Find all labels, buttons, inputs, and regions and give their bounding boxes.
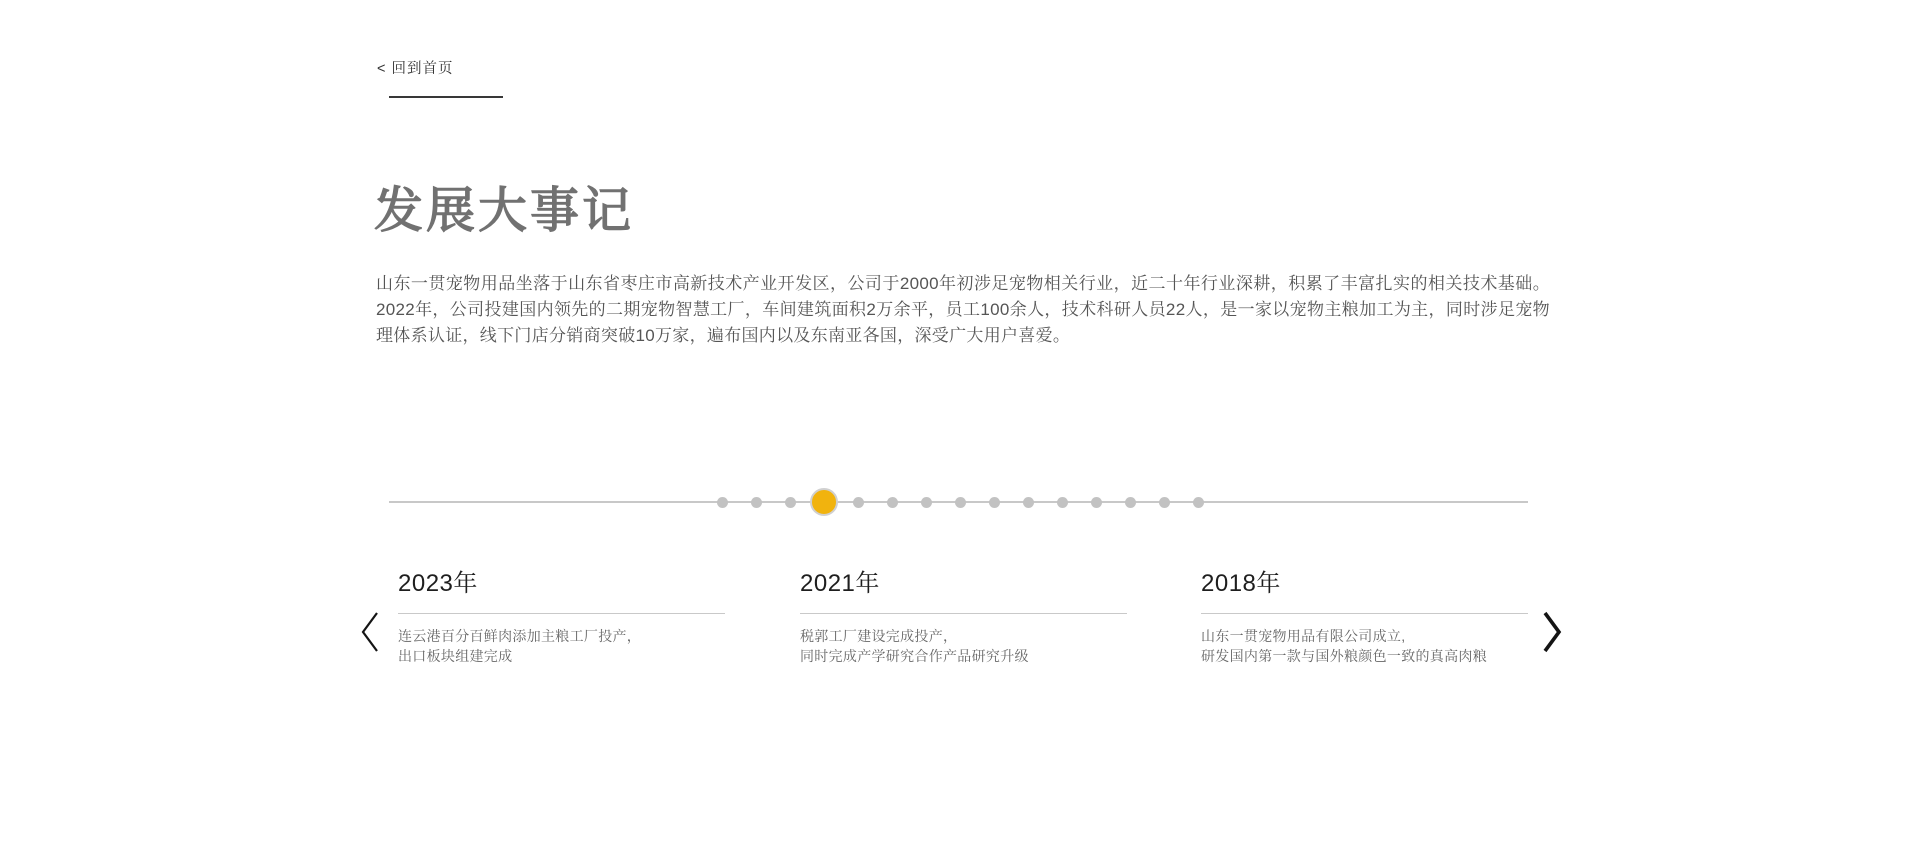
milestone-description-line: 山东一贯宠物用品有限公司成立, bbox=[1201, 628, 1406, 644]
card-divider bbox=[398, 613, 725, 614]
card-divider bbox=[1201, 613, 1528, 614]
milestone-description-line: 出口板块组建完成 bbox=[398, 647, 513, 664]
milestone-year: 2018年 bbox=[1201, 570, 1281, 597]
page-title: 发展大事记 bbox=[374, 183, 635, 238]
timeline-dot[interactable] bbox=[955, 497, 966, 508]
milestone-description bbox=[1201, 627, 1528, 666]
back-to-home-link[interactable]: < 回到首页 bbox=[377, 61, 454, 77]
milestone-description-line: 研发国内第一款与国外粮颜色一致的真高肉粮 bbox=[1201, 647, 1487, 664]
milestone-description bbox=[398, 627, 725, 666]
milestone-description bbox=[800, 627, 1127, 666]
milestone-description-line: 同时完成产学研究合作产品研究升级 bbox=[800, 647, 1029, 664]
timeline-dot[interactable] bbox=[853, 497, 864, 508]
timeline-dot[interactable] bbox=[1125, 497, 1136, 508]
timeline-dot[interactable] bbox=[989, 497, 1000, 508]
timeline-dot[interactable] bbox=[785, 497, 796, 508]
next-arrow-button[interactable] bbox=[1538, 610, 1564, 654]
timeline-dot[interactable] bbox=[751, 497, 762, 508]
milestone-description-line: 连云港百分百鲜肉添加主粮工厂投产， bbox=[398, 628, 642, 644]
milestone-year: 2023年 bbox=[398, 570, 478, 597]
milestone-year: 2021年 bbox=[800, 570, 880, 597]
timeline-dot[interactable] bbox=[1091, 497, 1102, 508]
timeline-active-dot[interactable] bbox=[810, 488, 838, 516]
milestone-card-2018 bbox=[1201, 568, 1528, 666]
timeline-dot[interactable] bbox=[1057, 497, 1068, 508]
milestone-card-2023 bbox=[398, 568, 725, 666]
timeline-dot[interactable] bbox=[887, 497, 898, 508]
milestone-card-2021 bbox=[800, 568, 1127, 666]
title-underline bbox=[389, 96, 503, 98]
timeline-dot[interactable] bbox=[1193, 497, 1204, 508]
card-divider bbox=[800, 613, 1127, 614]
chevron-left-icon bbox=[358, 610, 384, 654]
timeline-dot[interactable] bbox=[921, 497, 932, 508]
milestone-description-line: 税郭工厂建设完成投产， bbox=[800, 628, 958, 644]
chevron-right-icon bbox=[1538, 610, 1564, 654]
prev-arrow-button[interactable] bbox=[358, 610, 384, 654]
timeline-dot[interactable] bbox=[717, 497, 728, 508]
timeline-dot[interactable] bbox=[1159, 497, 1170, 508]
timeline-dot[interactable] bbox=[1023, 497, 1034, 508]
company-intro-paragraph: 山东一贯宠物用品坐落于山东省枣庄市高新技术产业开发区，公司于2000年初涉足宠物相关行业，近二十年行业深耕，积累了丰富扎实的相关技术基础。2022年，公司投建国内领先的二期宠物智慧工厂，车间建筑面积2万余平，员工100余人，技术科研人员22人，是一家以宠物主粮加工为主，同时涉足宠物理体系认证，线下门店分销商突破10万家，遍布国内以及东南亚各国，深受广大用户喜爱。 bbox=[376, 274, 1550, 345]
